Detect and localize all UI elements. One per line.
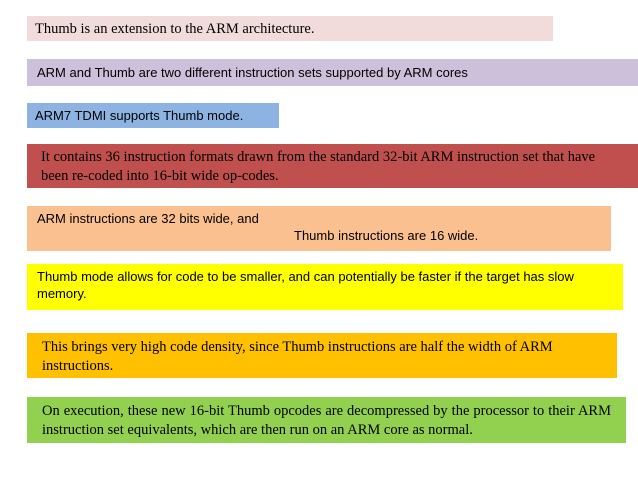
instruction-formats-box (27, 144, 638, 188)
instruction-sets-text: ARM and Thumb are two different instruction sets supported by ARM cores (37, 65, 468, 80)
thumb-extension-text: Thumb is an extension to the ARM architecture. (35, 21, 315, 37)
thumb-mode-box (27, 264, 623, 310)
code-density-box (27, 333, 617, 378)
instruction-formats-text: It contains 36 instruction formats drawn from the standard 32-bit ARM instruction set that have been re-coded into 16-bit wide op-codes. (41, 149, 596, 184)
execution-box (27, 397, 626, 443)
thumb-extension-box (27, 16, 553, 41)
thumb-width-text: Thumb instructions are 16 wide. (294, 227, 479, 243)
code-density-text: This brings very high code density, since Thumb instructions are half the width of ARM instructions. (42, 339, 553, 374)
arm7-tdmi-text: ARM7 TDMI supports Thumb mode. (35, 108, 244, 123)
instruction-width-box (27, 206, 611, 251)
execution-text: On execution, these new 16-bit Thumb opcodes are decompressed by the processor to their ARM instruction set equivalents, which are then run on an ARM core as normal. (42, 403, 611, 438)
arm-width-text: ARM instructions are 32 bits wide, and (37, 211, 259, 226)
thumb-mode-text: Thumb mode allows for code to be smaller, and can potentially be faster if the target has slow memory. (37, 269, 574, 301)
instruction-sets-box (27, 59, 638, 86)
arm7-tdmi-box (27, 103, 279, 128)
